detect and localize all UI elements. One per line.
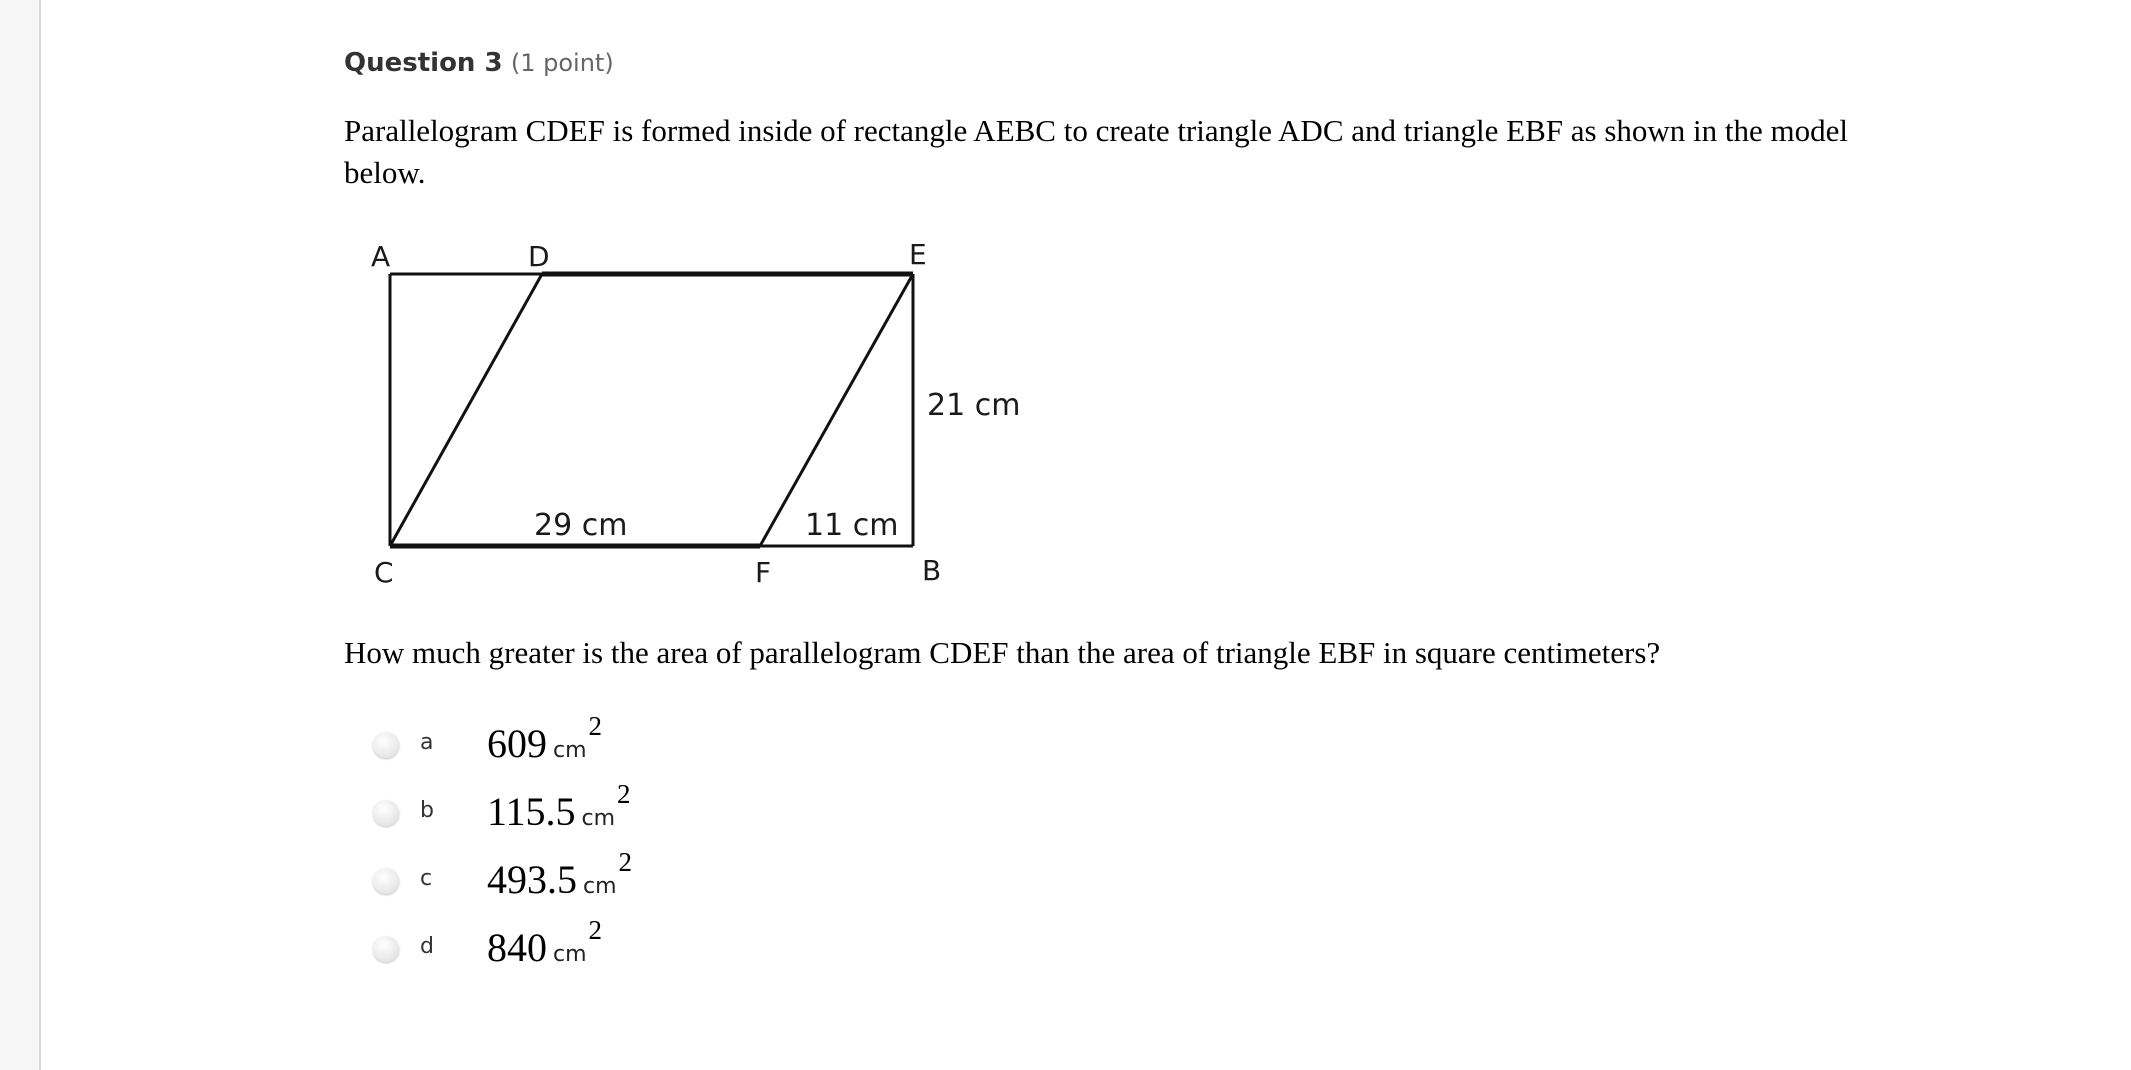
choice-number: 840 [487,925,547,970]
radio-button-d[interactable] [373,936,399,962]
choice-d[interactable] [371,915,871,974]
measure-label-height: 21 cm [927,388,1021,423]
choice-value [487,711,603,767]
choice-number: 115.5 [487,789,576,834]
choice-letter: b [420,798,434,823]
choice-letter: d [420,934,434,959]
radio-button-a[interactable] [373,732,399,758]
vertex-label-c: C [374,556,394,589]
choice-value [487,915,603,971]
choice-a[interactable] [371,711,871,770]
choice-unit: cm [553,738,587,763]
choice-c[interactable] [371,847,871,906]
question-panel [39,0,2131,1070]
choice-exponent: 2 [618,847,633,877]
choice-exponent: 2 [617,779,631,809]
choice-unit: cm [583,874,617,899]
choice-letter: a [420,730,434,755]
vertex-label-d: D [528,240,550,273]
choice-letter: c [420,866,433,891]
choice-exponent: 2 [588,915,603,945]
figure-svg [344,230,1064,600]
question-text: Parallelogram CDEF is formed inside of rectangle AEBC to create triangle ADC and triangle EBF as shown in the model below. [344,113,1849,190]
choice-number: 493.5 [487,857,577,902]
measure-label-fb: 11 cm [805,508,899,543]
choice-exponent: 2 [588,711,603,741]
radio-button-c[interactable] [373,868,399,894]
choice-unit: cm [553,942,587,967]
choice-b[interactable] [371,779,871,838]
segment-fe [760,274,913,546]
choice-number: 609 [487,721,547,766]
radio-button-b[interactable] [373,800,399,826]
choice-value [487,779,631,835]
segment-cd [390,274,542,546]
geometry-figure [344,230,1064,600]
measure-label-cf: 29 cm [534,508,628,543]
choice-unit: cm [581,806,616,831]
question-title: Question 3 [344,48,503,78]
question-points: (1 point) [510,49,614,77]
vertex-label-f: F [755,556,772,589]
question-header [344,48,614,78]
vertex-label-b: B [922,554,942,587]
vertex-label-a: A [371,240,391,273]
question-prompt: How much greater is the area of parallelogram CDEF than the area of triangle EBF in square centimeters? [344,635,1661,670]
vertex-label-e: E [909,238,927,271]
choice-value [487,847,633,903]
